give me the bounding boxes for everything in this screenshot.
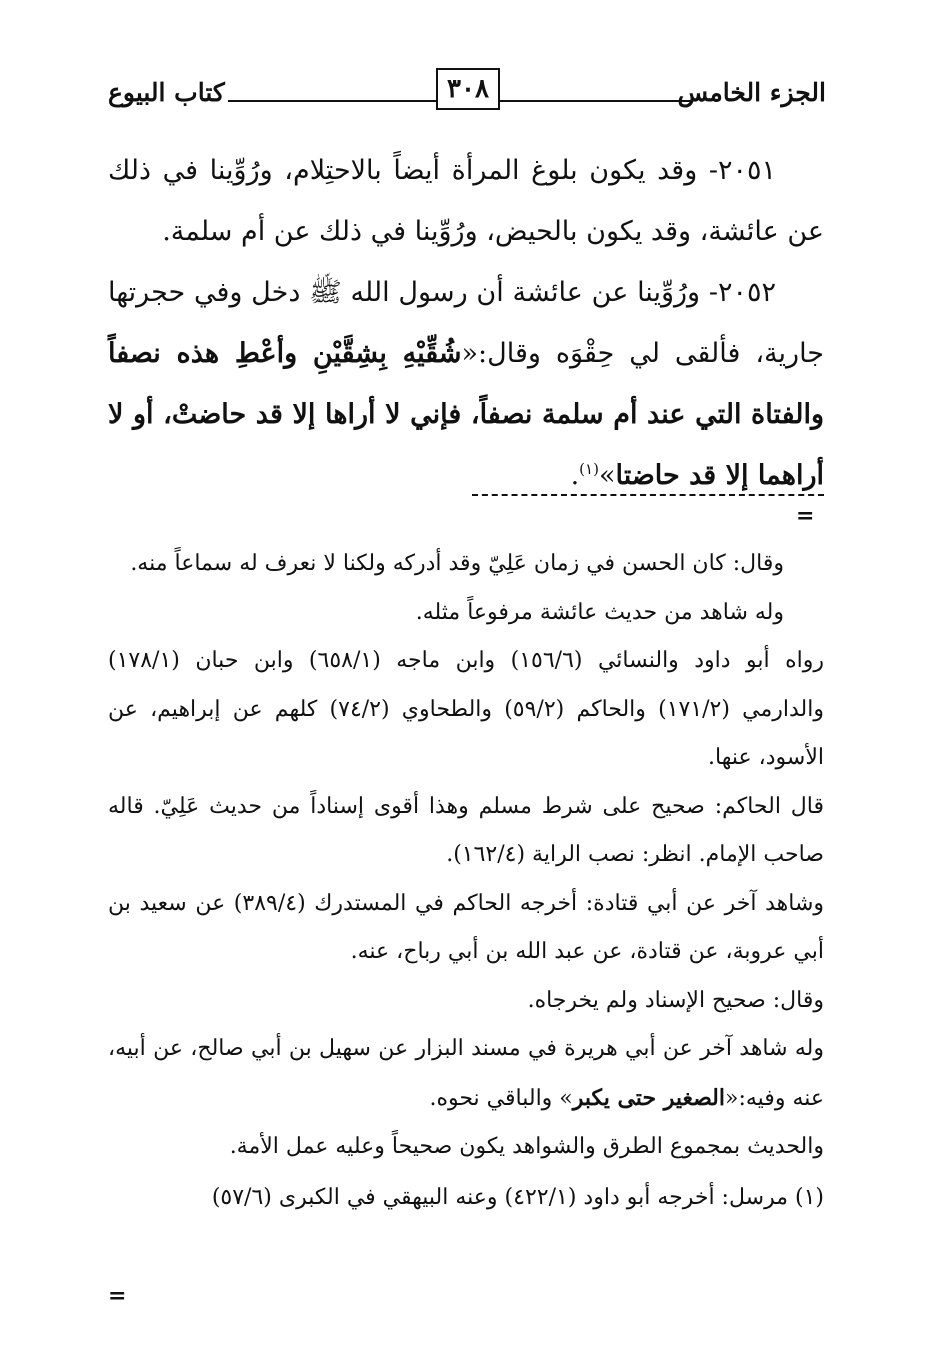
footnote-separator [472,494,824,496]
hadith-quote: شُقِّيْهِ بِشِقَّيْنِ وأعْطِ هذه نصفاً والفتاة التي عند أم سلمة نصفاً، فإني لا أراها إلا قد حاضتْ، أو لا أراهما إلا قد حاضتا [108,338,824,491]
footnote-1: (١) مرسل: أخرجه أبو داود (٤٢٢/١) وعنه البيهقي في الكبرى (٥٧/٦) [211,1184,824,1210]
paragraph-2052-intro: ٢٠٥٢- ورُوِّينا عن عائشة أن رسول الله ﷺ دخل وفي حجرتها جارية، فألقى لي حِقْوَه وقال:« [108,277,824,369]
book-title: كتاب البيوع [108,78,225,107]
note-abu-hurayra-quote: الصغير حتى يكبر [572,1084,725,1111]
paragraph-2052 [108,262,824,506]
note-abu-hurayra [108,1025,824,1123]
continuation-mark-top: = [796,503,815,529]
footnote-reference: (١) [579,460,599,478]
header-rule-left [228,100,436,102]
note-abu-hurayra-end: » والباقي نحوه. [429,1085,573,1111]
header-rule-right [500,100,692,102]
note-continuation-1: وقال: كان الحسن في زمان عَلِيّ وقد أدركه ولكنا لا نعرف له سماعاً منه. [130,551,784,576]
note-qatada: وشاهد آخر عن أبي قتادة: أخرجه الحاكم في المستدرك (٣٨٩/٤) عن سعيد بن أبي عروبة، عن قتادة، عن عبد الله بن أبي رباح، عنه. [108,890,825,964]
page-number-box: ٣٠٨ [436,68,500,110]
continuation-mark-bottom: = [108,1283,127,1309]
quote-close: » [598,460,616,491]
note-isnad: وقال: صحيح الإسناد ولم يخرجاه. [527,987,824,1013]
volume-title: الجزء الخامس [677,78,826,107]
paragraph-2051: ٢٠٥١- وقد يكون بلوغ المرأة أيضاً بالاحتِلام، ورُوِّينا في ذلك عن عائشة، وقد يكون بالحيض، ورُوِّينا في ذلك عن أم سلمة. [108,155,824,247]
note-narrators: رواه أبو داود والنسائي (١٥٦/٦) وابن ماجه (٦٥٨/١) وابن حبان (١٧٨/١) والدارمي (١٧١/٢) والحاكم (٥٩/٢) والطحاوي (٧٤/٢) كلهم عن إبراهيم، عن الأسود، عنها. [108,648,824,770]
footnotes-section [108,540,824,1222]
main-text [108,140,824,506]
paragraph-end-dot: . [570,460,580,491]
note-conclusion: والحديث بمجموع الطرق والشواهد يكون صحيحاً وعليه عمل الأمة. [229,1134,824,1159]
note-hakim: قال الحاكم: صحيح على شرط مسلم وهذا أقوى إسناداً من حديث عَلِيّ. قاله صاحب الإمام. انظر: نصب الراية (١٦٢/٤). [108,793,824,867]
note-continuation-2: وله شاهد من حديث عائشة مرفوعاً مثله. [415,599,784,625]
page-header [108,60,826,120]
note-abu-hurayra-start: وله شاهد آخر عن أبي هريرة في مسند البزار عن سهيل بن أبي صالح، عن أبيه، عنه وفيه:« [108,1036,824,1111]
